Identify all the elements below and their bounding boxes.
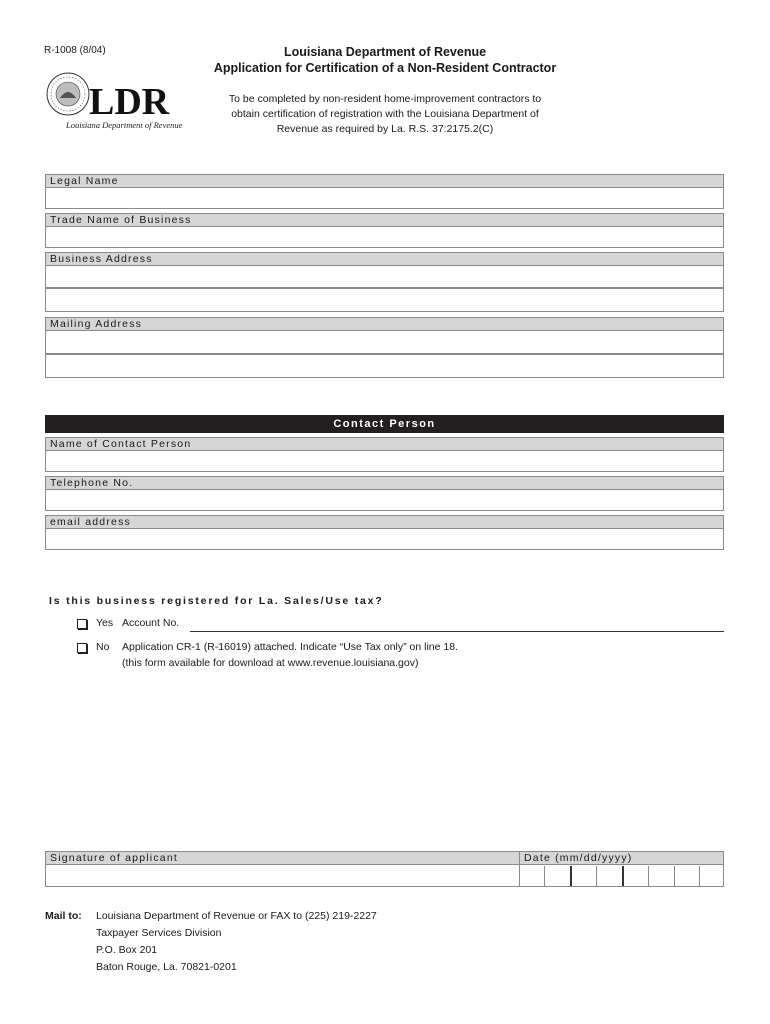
no-option-note: (this form available for download at www.revenue.louisiana.gov) xyxy=(122,657,419,669)
signature-label: Signature of applicant xyxy=(45,851,520,865)
logo-subtitle: Louisiana Department of Revenue xyxy=(66,120,183,130)
trade-name-label: Trade Name of Business xyxy=(45,213,724,227)
email-field[interactable] xyxy=(45,529,724,550)
date-cell-divider xyxy=(674,866,675,886)
contact-name-label: Name of Contact Person xyxy=(45,437,724,451)
date-cell-divider xyxy=(544,866,545,886)
mail-line: Louisiana Department of Revenue or FAX to (225) 219-2227 xyxy=(96,910,377,922)
date-separator xyxy=(570,866,572,886)
intro-line: Revenue as required by La. R.S. 37:2175.2(C) xyxy=(276,123,494,135)
state-seal-icon xyxy=(44,70,194,134)
no-label: No xyxy=(96,641,110,653)
mail-to-label: Mail to: xyxy=(45,910,82,922)
no-option-text: Application CR-1 (R-16019) attached. Indicate “Use Tax only” on line 18. xyxy=(122,641,458,653)
ldr-logo xyxy=(44,70,194,134)
contact-name-field[interactable] xyxy=(45,451,724,472)
mail-line: Taxpayer Services Division xyxy=(96,927,222,939)
mail-line: Baton Rouge, La. 70821-0201 xyxy=(96,961,237,973)
no-checkbox[interactable] xyxy=(77,643,87,653)
mailing-address-line2-field[interactable] xyxy=(45,354,724,378)
business-address-line1-field[interactable] xyxy=(45,266,724,288)
yes-checkbox[interactable] xyxy=(77,619,87,629)
contact-section-header: Contact Person xyxy=(45,415,724,433)
legal-name-field[interactable] xyxy=(45,188,724,209)
intro-line: obtain certification of registration with the Louisiana Department of xyxy=(231,108,539,120)
legal-name-label: Legal Name xyxy=(45,174,724,188)
sales-tax-question: Is this business registered for La. Sales/Use tax? xyxy=(49,595,384,607)
mail-line: P.O. Box 201 xyxy=(96,944,158,956)
date-label: Date (mm/dd/yyyy) xyxy=(519,851,724,865)
telephone-label: Telephone No. xyxy=(45,476,724,490)
mailing-address-label: Mailing Address xyxy=(45,317,724,331)
date-separator xyxy=(622,866,624,886)
date-cell-divider xyxy=(699,866,700,886)
yes-label: Yes xyxy=(96,617,114,629)
form-number: R-1008 (8/04) xyxy=(44,45,106,56)
date-cell-divider xyxy=(648,866,649,886)
trade-name-field[interactable] xyxy=(45,227,724,248)
account-number-input[interactable] xyxy=(190,631,724,632)
business-address-line2-field[interactable] xyxy=(45,288,724,312)
intro-text xyxy=(200,92,570,137)
email-label: email address xyxy=(45,515,724,529)
mail-address-block xyxy=(96,908,377,976)
account-number-label: Account No. xyxy=(122,617,180,629)
logo-text: LDR xyxy=(89,81,170,123)
telephone-field[interactable] xyxy=(45,490,724,511)
form-title: Application for Certification of a Non-Resident Contractor xyxy=(213,61,557,75)
department-title: Louisiana Department of Revenue xyxy=(283,45,487,59)
intro-line: To be completed by non-resident home-improvement contractors to xyxy=(228,93,542,105)
mailing-address-line1-field[interactable] xyxy=(45,331,724,354)
signature-field[interactable] xyxy=(45,865,520,887)
date-cell-divider xyxy=(596,866,597,886)
business-address-label: Business Address xyxy=(45,252,724,266)
